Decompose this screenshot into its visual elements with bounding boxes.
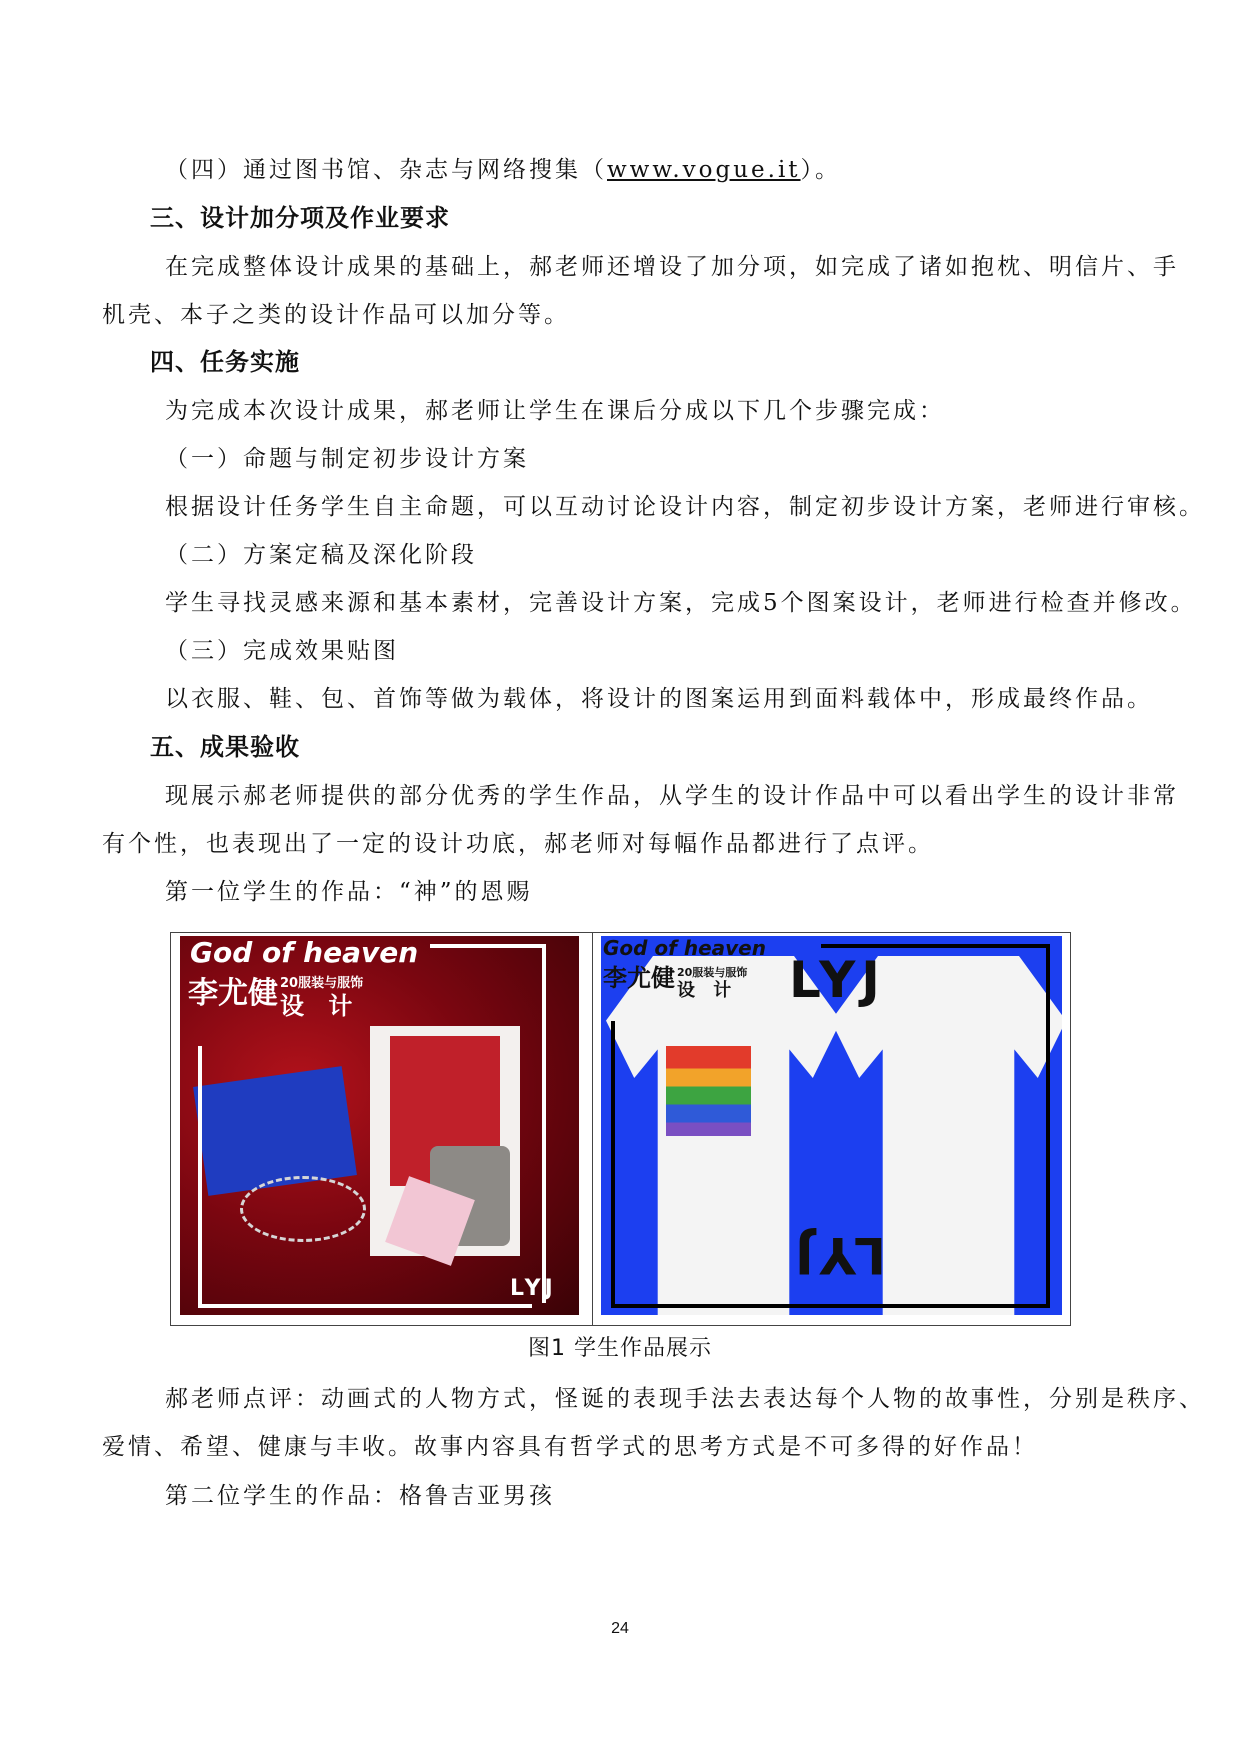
artwork-photo-left	[180, 936, 579, 1315]
step3-title: （三）完成效果贴图	[165, 638, 399, 664]
left-title: God of heaven	[190, 936, 419, 969]
frame-bracket-bottom	[198, 1046, 532, 1308]
step1-text: 根据设计任务学生自主命题，可以互动讨论设计内容，制定初步设计方案，老师进行审核。	[165, 494, 1205, 520]
step2-text: 学生寻找灵感来源和基本素材，完善设计方案，完成5个图案设计，老师进行检查并修改。	[165, 590, 1197, 616]
paragraph-showcase-line2: 有个性，也表现出了一定的设计功底，郝老师对每幅作品都进行了点评。	[102, 831, 934, 857]
work2-title: 第二位学生的作品：格鲁吉亚男孩	[165, 1483, 555, 1509]
right-title: God of heaven	[603, 936, 766, 960]
right-design: 设 计	[677, 980, 738, 1001]
left-design: 设 计	[280, 992, 361, 1020]
paragraph-bonus-line1: 在完成整体设计成果的基础上，郝老师还增设了加分项，如完成了诸如抱枕、明信片、手	[165, 254, 1179, 280]
figure-caption: 图1 学生作品展示	[528, 1336, 712, 1361]
heading-section-3: 三、设计加分项及作业要求	[150, 204, 450, 232]
page-number: 24	[611, 1620, 629, 1637]
comment-line2: 爱情、希望、健康与丰收。故事内容具有哲学式的思考方式是不可多得的好作品！	[102, 1434, 1038, 1460]
sources-suffix: ）。	[800, 157, 842, 183]
artwork-photo-right	[601, 936, 1062, 1315]
left-name: 李尤健	[188, 976, 278, 1011]
right-mark-bottom: LYJ	[789, 1226, 886, 1284]
paragraph-bonus-line2: 机壳、本子之类的设计作品可以加分等。	[102, 302, 570, 328]
step2-title: （二）方案定稿及深化阶段	[165, 542, 477, 568]
paragraph-steps-intro: 为完成本次设计成果，郝老师让学生在课后分成以下几个步骤完成：	[165, 398, 945, 424]
right-sub: 20服装与服饰	[677, 966, 748, 979]
right-mark-top: LYJ	[789, 951, 886, 1009]
heading-section-5: 五、成果验收	[150, 733, 300, 761]
step3-text: 以衣服、鞋、包、首饰等做为载体，将设计的图案运用到面料载体中，形成最终作品。	[165, 686, 1153, 712]
sources-text: （四）通过图书馆、杂志与网络搜集（	[165, 157, 607, 183]
left-mark: LYJ	[510, 1276, 557, 1301]
paragraph-showcase-line1: 现展示郝老师提供的部分优秀的学生作品，从学生的设计作品中可以看出学生的设计非常	[165, 783, 1179, 809]
left-sub: 20服装与服饰	[280, 976, 364, 991]
paragraph-sources	[165, 154, 841, 186]
right-name: 李尤健	[603, 964, 675, 992]
figure-divider	[592, 932, 593, 1326]
comment-line1: 郝老师点评：动画式的人物方式，怪诞的表现手法去表达每个人物的故事性，分别是秩序、	[165, 1386, 1205, 1412]
work1-title: 第一位学生的作品：“神”的恩赐	[165, 879, 533, 905]
heading-section-4: 四、任务实施	[150, 348, 300, 376]
step1-title: （一）命题与制定初步设计方案	[165, 446, 529, 472]
vogue-link[interactable]: www.vogue.it	[607, 157, 801, 183]
